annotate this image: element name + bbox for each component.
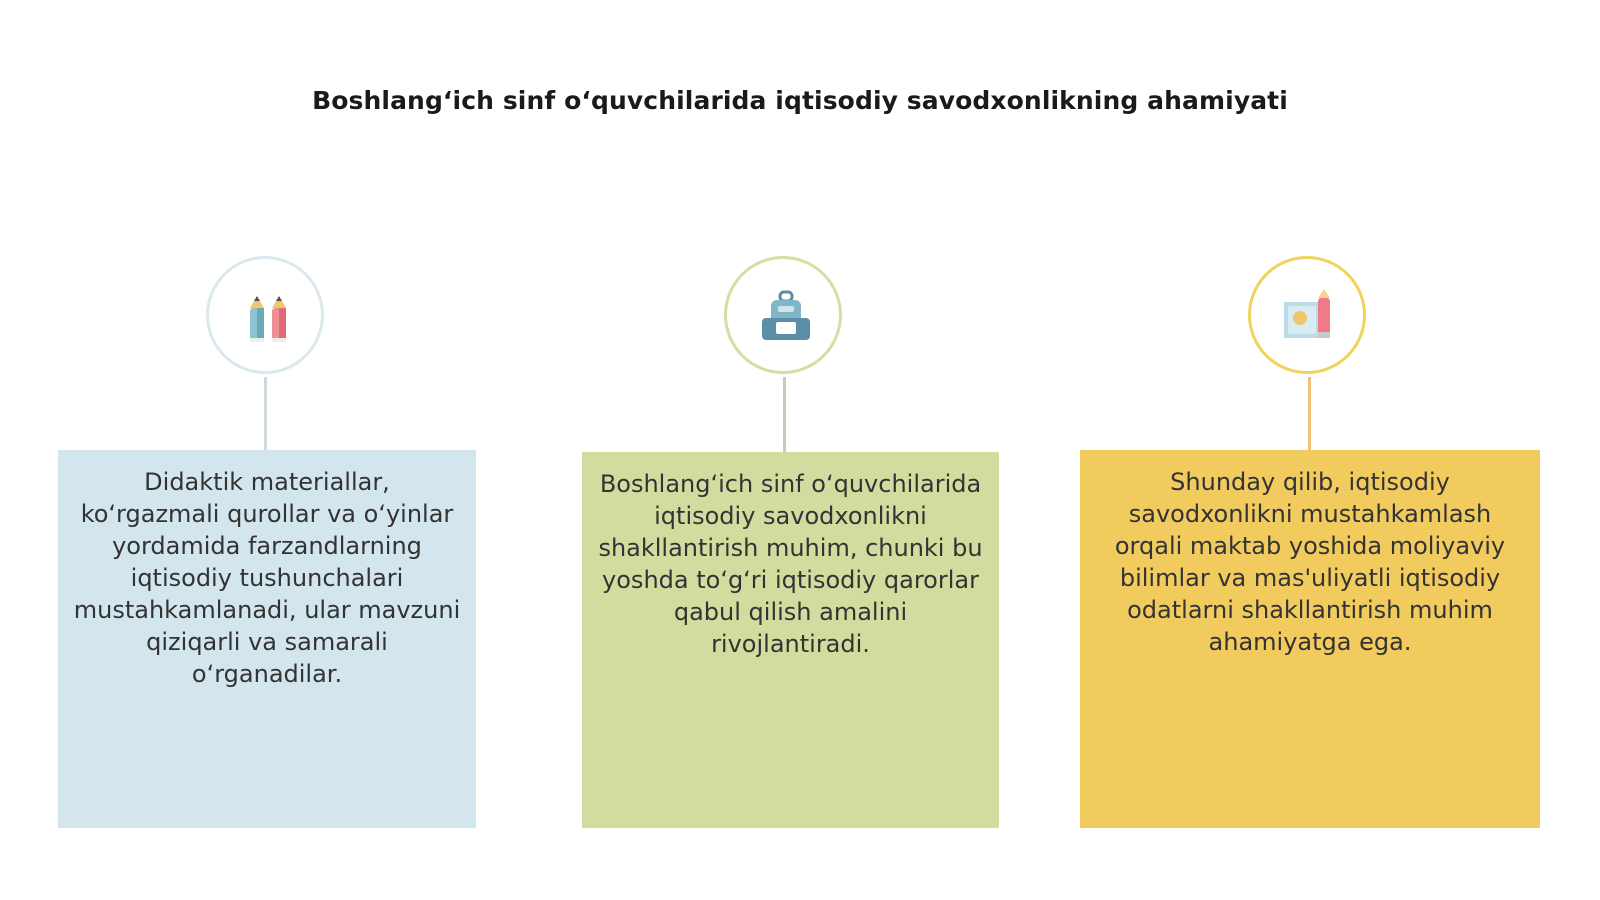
info-card-2-text: Boshlang‘ich sinf o‘quvchilarida iqtisodiy savodxonlikni shakllantirish muhim, chunki bu yoshda to‘g‘ri iqtisodiy qarorlar qabul qilish amalini rivojlantiradi. — [598, 470, 983, 658]
connector-2 — [783, 377, 786, 452]
connector-1 — [264, 377, 267, 450]
info-card-3 — [1080, 450, 1540, 828]
icon-circle-2 — [724, 256, 842, 374]
info-card-1-text: Didaktik materiallar, ko‘rgazmali qurollar va o‘yinlar yordamida farzandlarning iqtisodiy tushunchalari mustahkamlanadi, ular mavzuni qiziqarli va samarali o‘rganadilar. — [73, 468, 461, 688]
slide-title: Boshlang‘ich sinf o‘quvchilarida iqtisodiy savodxonlikning ahamiyati — [312, 86, 1288, 115]
backpack-icon — [756, 288, 816, 348]
pencils-icon — [238, 288, 298, 348]
connector-3 — [1308, 377, 1311, 450]
icon-circle-1 — [206, 256, 324, 374]
icon-circle-3 — [1248, 256, 1366, 374]
info-card-2 — [582, 452, 999, 828]
drawing-icon — [1280, 288, 1340, 348]
info-card-1 — [58, 450, 476, 828]
info-card-3-text: Shunday qilib, iqtisodiy savodxonlikni mustahkamlash orqali maktab yoshida moliyaviy bilimlar va mas'uliyatli iqtisodiy odatlarni shakllantirish muhim ahamiyatga ega. — [1114, 468, 1506, 656]
